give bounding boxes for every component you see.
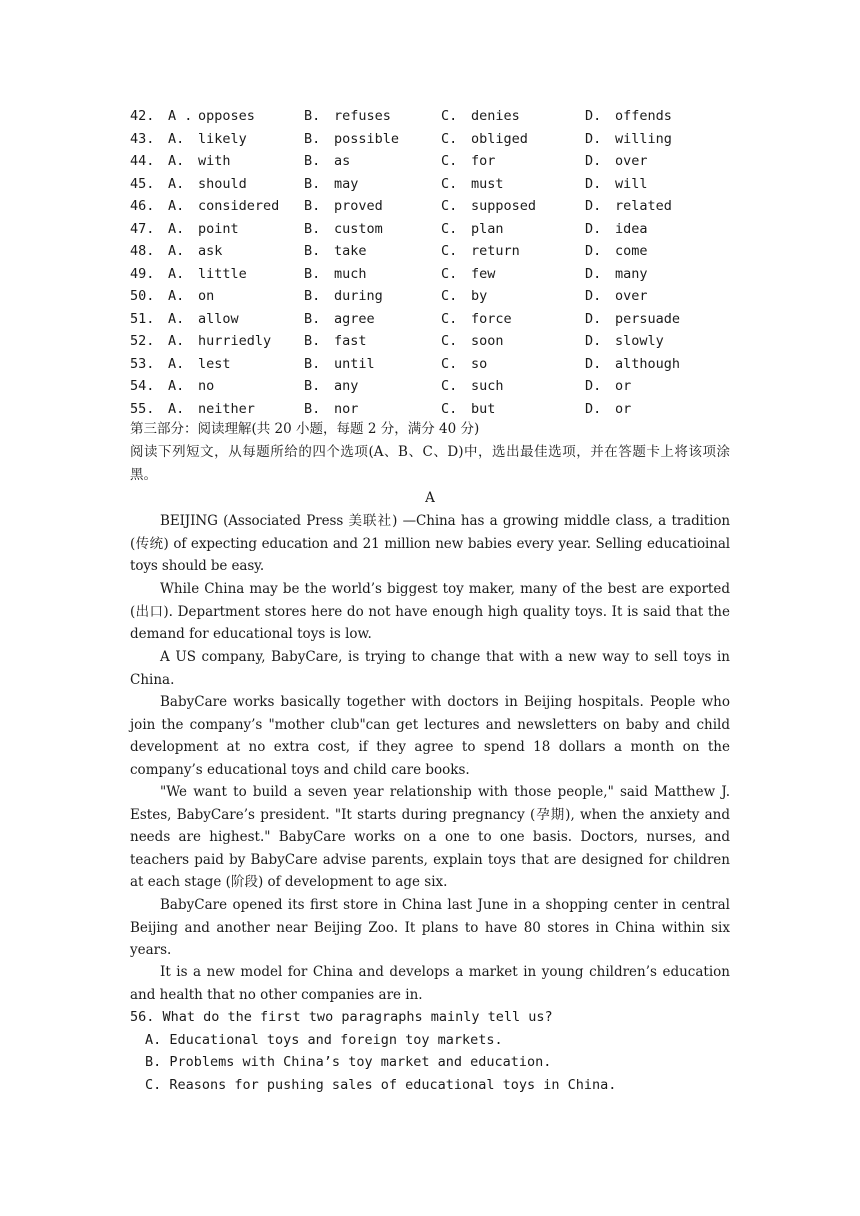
option-c-text: soon: [471, 333, 504, 349]
option-b-text: during: [334, 288, 383, 304]
option-d-text: willing: [615, 130, 672, 147]
question-number: 54.: [130, 378, 155, 394]
option-c-label: C.: [441, 288, 458, 304]
option-a-text: ask: [198, 243, 223, 259]
question-56-option-b: B. Problems with China’s toy market and education.: [145, 1054, 552, 1070]
option-d-label: D.: [585, 198, 602, 214]
section-heading: 第三部分：阅读理解(共 20 小题，每题 2 分，满分 40 分): [130, 421, 480, 437]
option-d-text: many: [615, 265, 648, 282]
question-number: 51.: [130, 310, 155, 327]
option-c-label: C.: [441, 400, 458, 417]
option-a-label: A .: [168, 108, 193, 124]
question-number: 42.: [130, 108, 155, 124]
option-b-text: custom: [334, 220, 383, 237]
option-c-label: C.: [441, 153, 458, 169]
option-c-text: return: [471, 243, 520, 259]
option-b-text: possible: [334, 130, 400, 147]
option-d-text: idea: [615, 220, 648, 237]
option-d-label: D.: [585, 175, 602, 192]
option-b-text: until: [334, 355, 375, 372]
option-c-label: C.: [441, 243, 458, 259]
option-a-text: little: [198, 265, 247, 282]
option-d-label: D.: [585, 243, 602, 259]
option-a-label: A.: [168, 220, 185, 237]
option-a-label: A.: [168, 130, 185, 147]
option-b-label: B.: [304, 108, 321, 124]
option-b-text: any: [334, 378, 359, 394]
option-c-text: force: [471, 310, 512, 327]
option-b-label: B.: [304, 130, 321, 147]
passage-paragraph-7: It is a new model for China and develops a market in young children’s education and health that no other companies are in.: [130, 964, 730, 1003]
passage-label: A: [425, 490, 435, 506]
option-b-label: B.: [304, 400, 321, 417]
option-c-text: so: [471, 355, 488, 372]
option-c-text: but: [471, 400, 496, 417]
option-b-label: B.: [304, 378, 321, 394]
option-c-label: C.: [441, 355, 458, 372]
question-number: 50.: [130, 288, 155, 304]
option-b-label: B.: [304, 355, 321, 372]
option-d-text: although: [615, 355, 681, 372]
option-a-label: A.: [168, 378, 185, 394]
option-c-label: C.: [441, 175, 458, 192]
passage-paragraph-4: BabyCare works basically together with doctors in Beijing hospitals. People who join the company’s "mother club"can get lectures and newsletters on baby and child development at no extra cost, if they agree to spend 18 dollars a month on the company’s educational toys and child care books.: [130, 694, 730, 778]
option-d-text: slowly: [615, 333, 664, 349]
option-c-label: C.: [441, 333, 458, 349]
question-number: 49.: [130, 265, 155, 282]
option-b-text: refuses: [334, 108, 391, 124]
option-d-label: D.: [585, 153, 602, 169]
option-a-text: opposes: [198, 108, 255, 124]
option-b-label: B.: [304, 198, 321, 214]
option-c-text: obliged: [471, 130, 528, 147]
option-c-text: few: [471, 265, 496, 282]
option-c-text: plan: [471, 220, 504, 237]
option-a-text: with: [198, 153, 231, 169]
option-a-text: likely: [198, 130, 247, 147]
option-a-text: considered: [198, 198, 280, 214]
question-number: 52.: [130, 333, 155, 349]
option-c-text: such: [471, 378, 504, 394]
question-number: 55.: [130, 400, 155, 417]
option-c-text: denies: [471, 108, 520, 124]
option-a-text: point: [198, 220, 239, 237]
option-d-label: D.: [585, 130, 602, 147]
option-b-label: B.: [304, 333, 321, 349]
option-b-text: much: [334, 265, 367, 282]
option-d-label: D.: [585, 288, 602, 304]
option-c-label: C.: [441, 198, 458, 214]
passage-paragraph-5: "We want to build a seven year relationship with those people," said Matthew J. Estes, BabyCare’s president. "It starts during pregnancy (孕期), when the anxiety and needs are highest." BabyCare works on a one to one basis. Doctors, nurses, and teachers paid by BabyCare advise parents, explain toys that are designed for children at each stage (阶段) of development to age six.: [130, 784, 730, 890]
option-c-label: C.: [441, 130, 458, 147]
option-a-label: A.: [168, 243, 185, 259]
option-d-text: persuade: [615, 310, 681, 327]
option-d-text: will: [615, 175, 648, 192]
option-a-label: A.: [168, 400, 185, 417]
option-d-label: D.: [585, 355, 602, 372]
option-b-text: nor: [334, 400, 359, 417]
option-b-label: B.: [304, 175, 321, 192]
option-b-label: B.: [304, 288, 321, 304]
option-b-text: as: [334, 153, 351, 169]
question-number: 47.: [130, 220, 155, 237]
option-c-text: must: [471, 175, 504, 192]
option-d-text: come: [615, 243, 648, 259]
question-number: 53.: [130, 355, 155, 372]
option-b-text: agree: [334, 310, 375, 327]
option-d-label: D.: [585, 265, 602, 282]
option-a-text: hurriedly: [198, 333, 272, 349]
option-d-label: D.: [585, 378, 602, 394]
option-d-label: D.: [585, 108, 602, 124]
option-a-text: no: [198, 378, 215, 394]
option-d-label: D.: [585, 220, 602, 237]
option-d-text: over: [615, 288, 648, 304]
option-d-text: over: [615, 153, 648, 169]
option-d-text: or: [615, 400, 632, 417]
option-a-text: neither: [198, 400, 255, 417]
question-number: 46.: [130, 198, 155, 214]
option-a-label: A.: [168, 310, 185, 327]
question-number: 43.: [130, 130, 155, 147]
option-b-text: take: [334, 243, 367, 259]
option-b-label: B.: [304, 243, 321, 259]
option-c-text: supposed: [471, 198, 537, 214]
option-d-label: D.: [585, 310, 602, 327]
option-b-label: B.: [304, 310, 321, 327]
option-a-label: A.: [168, 198, 185, 214]
passage-paragraph-1: BEIJING (Associated Press 美联社) —China has a growing middle class, a tradition (传统) of expecting education and 21 million new babies every year. Selling educatioinal toys should be easy.: [130, 513, 730, 574]
option-a-label: A.: [168, 355, 185, 372]
option-c-text: for: [471, 153, 496, 169]
option-c-label: C.: [441, 310, 458, 327]
question-number: 44.: [130, 153, 155, 169]
option-d-label: D.: [585, 400, 602, 417]
option-a-label: A.: [168, 333, 185, 349]
option-d-text: related: [615, 198, 672, 214]
option-a-text: on: [198, 288, 215, 304]
passage-paragraph-6: BabyCare opened its first store in China last June in a shopping center in central Beijing and another near Beijing Zoo. It plans to have 80 stores in China within six years.: [130, 897, 730, 958]
option-c-label: C.: [441, 378, 458, 394]
option-c-label: C.: [441, 265, 458, 282]
option-a-label: A.: [168, 175, 185, 192]
question-56-option-a: A. Educational toys and foreign toy markets.: [145, 1032, 503, 1048]
question-number: 45.: [130, 175, 155, 192]
option-a-text: lest: [198, 355, 231, 372]
question-56-option-c: C. Reasons for pushing sales of educational toys in China.: [145, 1077, 617, 1093]
option-a-text: should: [198, 175, 247, 192]
option-c-text: by: [471, 288, 488, 304]
option-c-label: C.: [441, 108, 458, 124]
option-c-label: C.: [441, 220, 458, 237]
option-b-label: B.: [304, 265, 321, 282]
option-b-text: proved: [334, 198, 383, 214]
passage-paragraph-2: While China may be the world’s biggest toy maker, many of the best are exported (出口). Department stores here do not have enough high quality toys. It is said that the demand for educational toys is low.: [130, 581, 730, 642]
option-a-label: A.: [168, 265, 185, 282]
passage-paragraph-3: A US company, BabyCare, is trying to change that with a new way to sell toys in China.: [130, 649, 730, 688]
section-instruction: 阅读下列短文，从每题所给的四个选项(A、B、C、D)中，选出最佳选项，并在答题卡上将该项涂黑。: [130, 444, 730, 483]
option-d-text: offends: [615, 108, 672, 124]
option-b-label: B.: [304, 220, 321, 237]
option-a-text: allow: [198, 310, 239, 327]
question-56-stem: 56. What do the first two paragraphs mainly tell us?: [130, 1009, 553, 1025]
option-a-label: A.: [168, 153, 185, 169]
option-d-text: or: [615, 378, 632, 394]
option-a-label: A.: [168, 288, 185, 304]
question-number: 48.: [130, 243, 155, 259]
option-b-text: fast: [334, 333, 367, 349]
option-d-label: D.: [585, 333, 602, 349]
option-b-text: may: [334, 175, 359, 192]
option-b-label: B.: [304, 153, 321, 169]
